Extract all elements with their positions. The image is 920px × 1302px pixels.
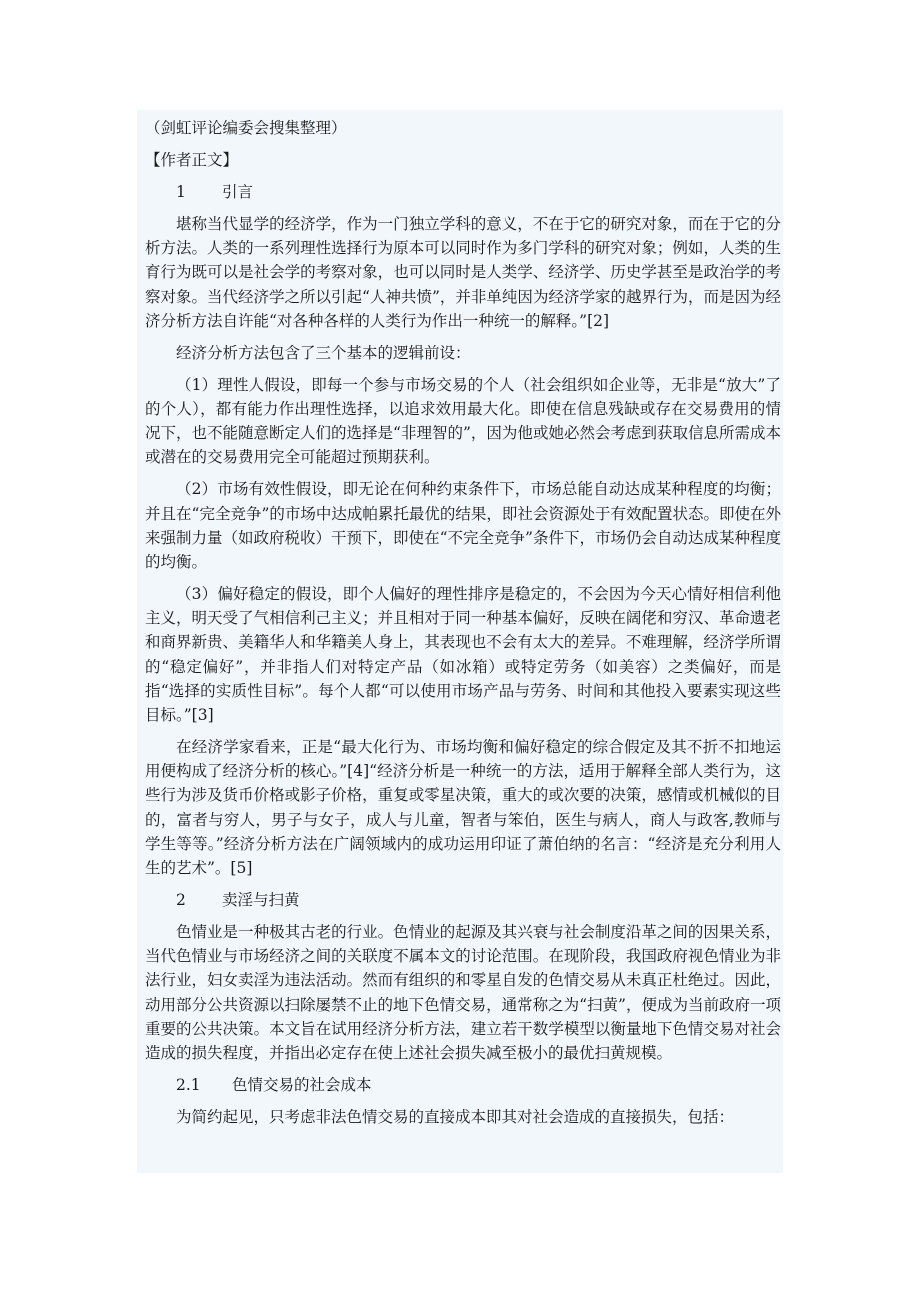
paragraph: （3）偏好稳定的假设，即个人偏好的理性排序是稳定的，不会因为今天心情好相信利他主义，明天受了气相信利己主义；并且相对于同一种基本偏好，反映在阔佬和穷汉、革命遗老和商界新贵、美籍华人和华籍美人身上，其表现也不会有太大的差异。不难理解，经济学所谓的“稳定偏好”，并非指人们对特定产品（如冰箱）或特定劳务（如美容）之类偏好，而是指“选择的实质性目标”。每个人都“可以使用市场产品与劳务、时间和其他投入要素实现这些目标。”[3] <box>145 585 781 725</box>
paragraph: 为简约起见，只考虑非法色情交易的直接成本即其对社会造成的直接损失，包括： <box>176 1108 735 1127</box>
paragraph: （1）理性人假设，即每一个参与市场交易的个人（社会组织如企业等，无非是“放大”了的个人），都有能力作出理性选择，以追求效用最大化。即使在信息残缺或存在交易费用的情况下，也不能随意断定人们的选择是“非理智的”，因为他或她必然会考虑到获取信息所需成本或潜在的交易费用完全可能超过预期获利。 <box>145 375 781 467</box>
section-title: 色情交易的社会成本 <box>232 1076 372 1095</box>
section-number: 2 <box>176 891 186 910</box>
paragraph: 在经济学家看来，正是“最大化行为、市场均衡和偏好稳定的综合假定及其不折不扣地运用便构成了经济分析的核心。”[4]“经济分析是一种统一的方法，适用于解释全部人类行为，这些行为涉及货币价格或影子价格，重复或零星决策，重大的或次要的决策，感情或机械似的目的，富者与穷人，男子与女子，成人与儿童，智者与笨伯，医生与病人，商人与政客,教师与学生等等。”经济分析方法在广阔领域内的成功运用印证了萧伯纳的名言：“经济是充分利用人生的艺术”。[5] <box>145 738 781 878</box>
text-block <box>137 110 783 1173</box>
author-heading: 【作者正文】 <box>145 151 239 169</box>
paragraph: 堪称当代显学的经济学，作为一门独立学科的意义，不在于它的研究对象，而在于它的分析方法。人类的一系列理性选择行为原本可以同时作为多门学科的研究对象；例如，人类的生育行为既可以是社会学的考察对象，也可以同时是人类学、经济学、历史学甚至是政治学的考察对象。当代经济学之所以引起“人神共愤”，并非单纯因为经济学家的越界行为，而是因为经济分析方法自许能“对各种各样的人类行为作出一种统一的解释。”[2] <box>145 215 781 330</box>
text-column <box>145 116 781 1135</box>
section-number: 1 <box>176 183 186 201</box>
paragraph: （2）市场有效性假设，即无论在何种约束条件下，市场总能自动达成某种程度的均衡；并且在“完全竞争”的市场中达成帕累托最优的结果，即社会资源处于有效配置状态。即使在外来强制力量（如政府税收）干预下，即使在“不完全竞争”条件下，市场仍会自动达成某种程度的均衡。 <box>145 480 781 572</box>
section-title: 卖淫与扫黄 <box>222 891 300 910</box>
source-note: （剑虹评论编委会搜集整理） <box>145 119 347 137</box>
section-heading-2 <box>176 888 781 912</box>
section-title: 引言 <box>222 183 254 201</box>
section-number: 2.1 <box>176 1076 201 1095</box>
paragraph: 色情业是一种极其古老的行业。色情业的起源及其兴衰与社会制度沿革之间的因果关系，当代色情业与市场经济之间的关联度不属本文的讨论范围。在现阶段，我国政府视色情业为非法行业，妇女卖淫为违法活动。然而有组织的和零星自发的色情交易从未真正杜绝过。因此，动用部分公共资源以扫除屡禁不止的地下色情交易，通常称之为“扫黄”，便成为当前政府一项重要的公共决策。本文旨在试用经济分析方法，建立若干数学模型以衡量地下色情交易对社会造成的损失程度，并指出必定存在使上述社会损失减至极小的最优扫黄规模。 <box>145 923 781 1063</box>
section-heading-2-1 <box>176 1073 781 1097</box>
section-heading-1 <box>176 180 781 204</box>
paragraph: 经济分析方法包含了三个基本的逻辑前设： <box>176 343 471 362</box>
